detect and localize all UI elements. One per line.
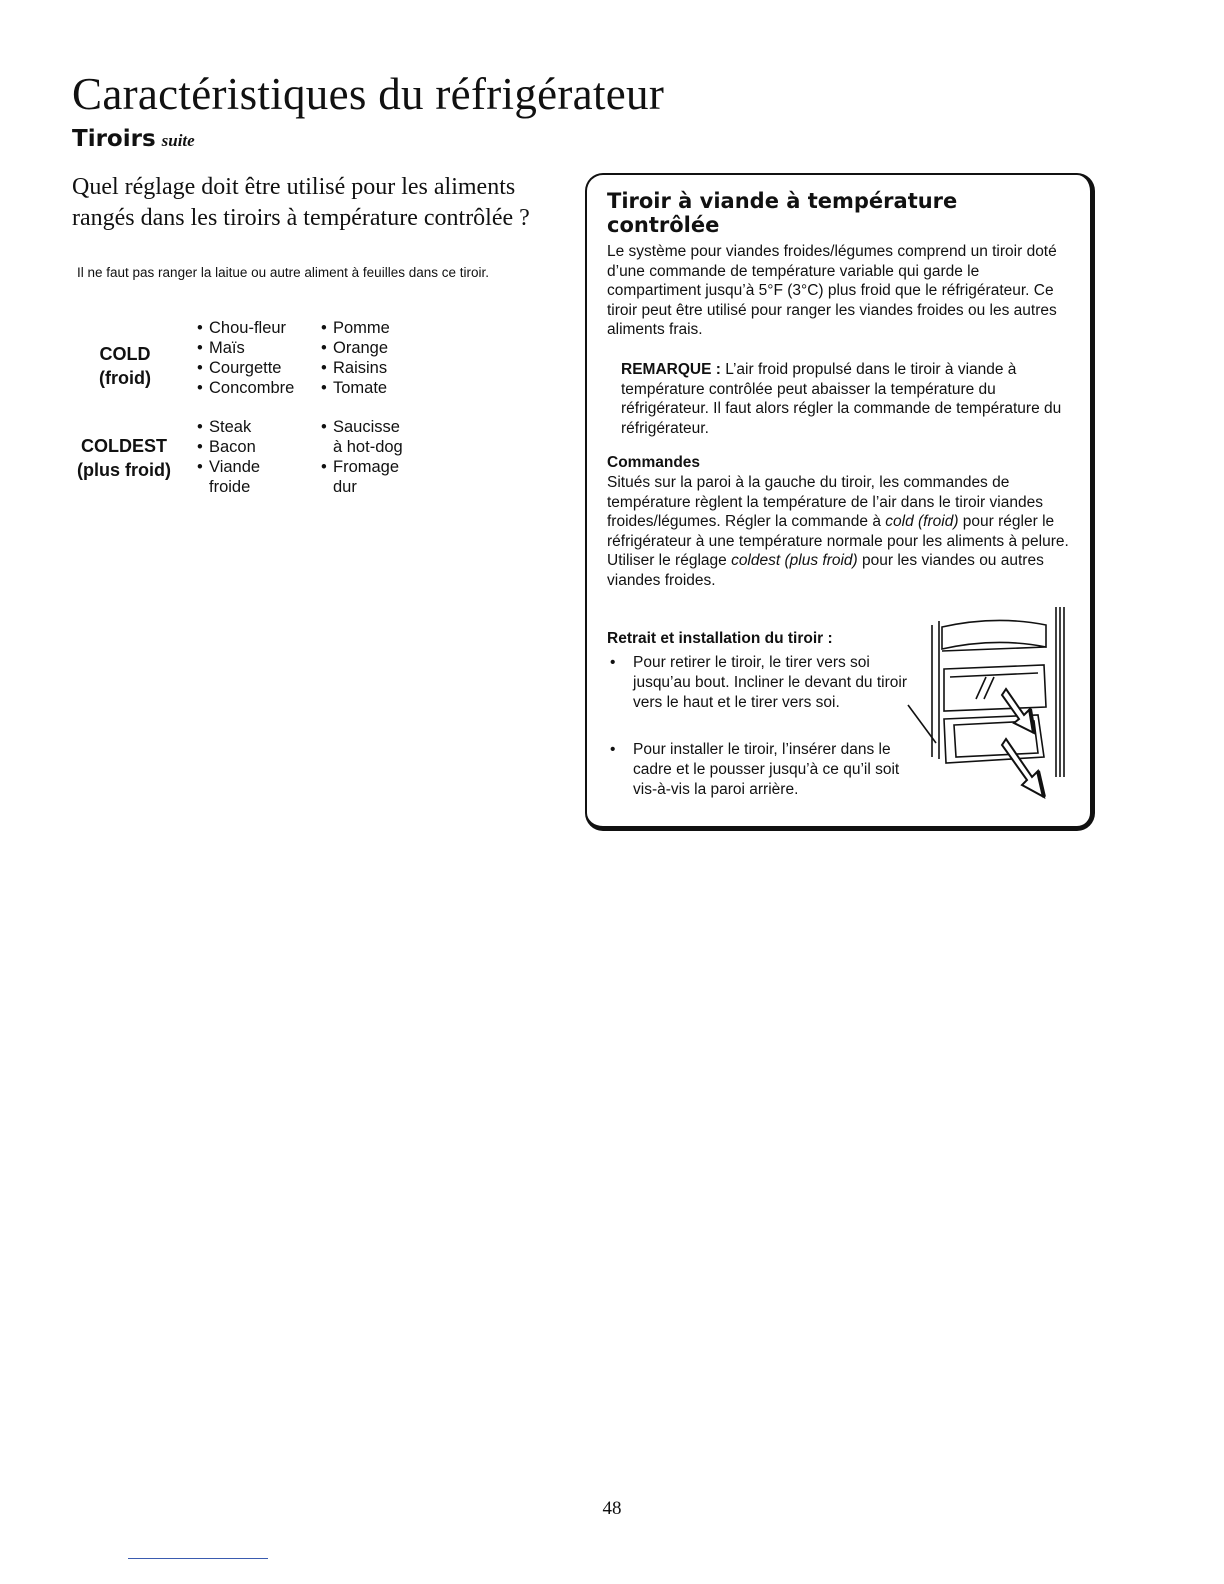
list-item: • Maïs bbox=[197, 339, 245, 357]
list-item: • Pomme bbox=[321, 319, 390, 337]
list-item: • Bacon bbox=[197, 438, 256, 456]
list-item: à hot-dog bbox=[333, 438, 403, 456]
cold-setting-label bbox=[88, 342, 162, 390]
coldest-foods-column-2 bbox=[321, 417, 403, 497]
removal-bullet-list-2 bbox=[607, 740, 907, 800]
remark-label: REMARQUE : bbox=[621, 361, 721, 378]
coldest-foods-column-1 bbox=[197, 417, 260, 497]
list-item: • Steak bbox=[197, 418, 252, 436]
list-item: • Orange bbox=[321, 339, 389, 357]
list-item: • Fromage bbox=[321, 458, 400, 476]
list-item: • Courgette bbox=[197, 359, 282, 377]
removal-heading: Retrait et installation du tiroir : bbox=[607, 630, 833, 647]
remark-paragraph bbox=[621, 360, 1081, 438]
setting-cold-emphasis: cold (froid) bbox=[885, 513, 959, 531]
page-number: 48 bbox=[602, 1498, 622, 1519]
coldest-label-line2: (plus froid) bbox=[77, 460, 171, 480]
list-item: • Raisins bbox=[321, 359, 388, 377]
setting-coldest-emphasis: coldest (plus froid) bbox=[731, 552, 858, 570]
cold-foods-column-1 bbox=[197, 318, 294, 398]
commands-text: Situés sur la paroi à la gauche du tiroir, les commandes de température règlent la température de l’air dans le tiroir viandes froides/légumes. Régler la commande à cold (froid) pour régler le réfrigérateur à une température normale pour les aliments à pelure. Utiliser le réglage coldest (plus froid) pour les viandes ou autres viandes froides. bbox=[607, 474, 1069, 589]
remark-text: L’air froid propulsé dans le tiroir à viande à température contrôlée peut abaisser la température du réfrigérateur. Il faut alors régler la commande de température du réfrigérateur. bbox=[621, 361, 1062, 437]
list-item: dur bbox=[333, 478, 357, 496]
footer-rule bbox=[128, 1558, 268, 1559]
list-item: • Pour installer le tiroir, l’insérer dans le cadre et le pousser jusqu’à ce qu’il soit vis-à-vis la paroi arrière. bbox=[610, 741, 900, 798]
coldest-setting-label bbox=[70, 434, 178, 482]
section-subtitle: suite bbox=[161, 131, 195, 150]
list-item: • Tomate bbox=[321, 379, 388, 397]
list-item: • Pour retirer le tiroir, le tirer vers soi jusqu’au bout. Incliner le devant du tiroir vers le haut et le tirer vers soi. bbox=[610, 654, 907, 711]
question-heading: Quel réglage doit être utilisé pour les aliments rangés dans les tiroirs à température contrôlée ? bbox=[72, 174, 530, 231]
drawer-removal-illustration-icon bbox=[906, 607, 1074, 807]
list-item: • Viande bbox=[197, 458, 261, 476]
section-title: Tiroirs bbox=[72, 126, 156, 152]
cold-foods-column-2 bbox=[321, 318, 390, 398]
coldest-label-line1: COLDEST bbox=[80, 436, 167, 456]
commands-heading: Commandes bbox=[607, 454, 701, 471]
list-item: froide bbox=[209, 478, 251, 496]
cold-label-line1: COLD bbox=[99, 344, 151, 364]
list-item: • Concombre bbox=[197, 379, 295, 397]
removal-bullet-list-1 bbox=[607, 653, 907, 713]
section-heading bbox=[72, 126, 195, 153]
list-item: • Saucisse bbox=[321, 418, 400, 436]
list-item: • Chou-fleur bbox=[197, 319, 287, 337]
cold-label-line2: (froid) bbox=[99, 368, 151, 388]
note-text: Il ne faut pas ranger la laitue ou autre aliment à feuilles dans ce tiroir. bbox=[77, 265, 489, 280]
callout-title: Tiroir à viande à température contrôlée bbox=[607, 189, 958, 237]
page-title: Caractéristiques du réfrigérateur bbox=[72, 69, 665, 119]
callout-intro-text: Le système pour viandes froides/légumes comprend un tiroir doté d’une commande de température variable qui garde le compartiment jusqu’à 5°F (3°C) plus froid que le réfrigérateur. Ce tiroir peut être utilisé pour ranger les viandes froides ou les autres aliments frais. bbox=[607, 243, 1057, 339]
